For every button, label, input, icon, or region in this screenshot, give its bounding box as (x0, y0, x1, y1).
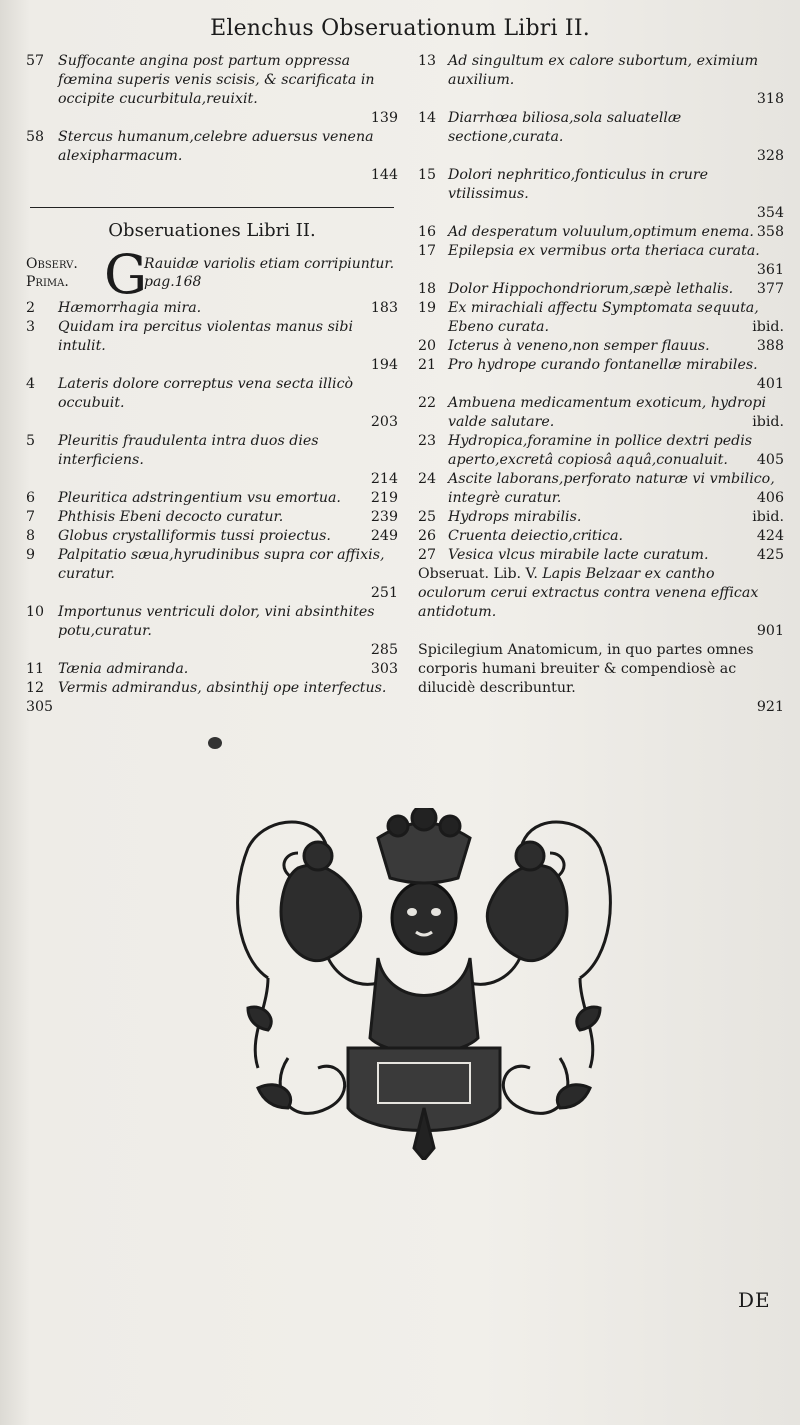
section-title: Obseruationes Libri II. (108, 220, 316, 241)
entry-text: Lateris dolore correptus vena secta illicò occubuit. (58, 376, 354, 411)
entry-text: Ad singultum ex calore subortum, eximium auxilium. (448, 53, 759, 88)
entry-text: Pro hydrope curando fontanellæ mirabiles. (448, 357, 758, 373)
list-item (418, 565, 784, 641)
entry-text: Pleuritica adstringentium vsu emortua. (58, 490, 341, 506)
list-item (418, 546, 784, 565)
entry-text: Ambuena medicamentum exoticum, hydropi valde salutare. (448, 395, 766, 430)
entry-page: ibid. (752, 509, 784, 525)
list-item (26, 546, 398, 603)
entry-text: Ex mirachiali affectu Symptomata sequuta, Ebeno curata. (448, 300, 759, 335)
list-item (26, 52, 398, 128)
ink-blot (208, 737, 222, 749)
entry-page: 251 (370, 585, 398, 601)
entry-text: Globus crystalliformis tussi proiectus. (58, 528, 331, 544)
entry-page: 139 (370, 110, 398, 126)
list-item (418, 470, 784, 508)
left-top-entries (26, 52, 398, 185)
left-entries (26, 299, 398, 717)
section-divider (30, 207, 394, 208)
left-column (26, 52, 398, 717)
list-item (418, 280, 784, 299)
entry-number: 23 (418, 433, 437, 449)
entry-text: Importunus ventriculi dolor, vini absinthites potu,curatur. (58, 604, 375, 639)
entry-text: Stercus humanum,celebre aduersus venena alexipharmacum. (58, 129, 374, 164)
entry-text: Ascite laborans,perforato naturæ vi vmbilico, integrè curatur. (448, 471, 775, 506)
entry-number: 3 (26, 319, 36, 335)
list-item (418, 508, 784, 527)
entry-number: 57 (26, 53, 45, 69)
entry-text: Rauidæ variolis etiam corripiuntur. (144, 256, 395, 272)
list-item (418, 337, 784, 356)
entry-number: 2 (26, 300, 36, 316)
right-column (418, 52, 784, 717)
entry-number: 24 (418, 471, 437, 487)
entry-page: 361 (756, 262, 784, 278)
entry-number: 4 (26, 376, 36, 392)
entry-page: 401 (756, 376, 784, 392)
entry-page: 354 (756, 205, 784, 221)
list-item (26, 527, 398, 546)
entry-number: 14 (418, 110, 437, 126)
entry-text: Suffocante angina post partum oppressa fœmina superis venis scisis, & scarificata in occipite cucurbitula,reuixit. (58, 53, 375, 107)
entry-text: Vesica vlcus mirabile lacte curatum. (448, 547, 709, 563)
entry-number: 9 (26, 547, 36, 563)
entry-number: 25 (418, 509, 437, 525)
entry-page: 183 (370, 300, 398, 316)
list-item (26, 128, 398, 185)
entry-page: pag.168 (144, 274, 202, 290)
entry-text: Pleuritis fraudulenta intra duos dies interficiens. (58, 433, 319, 468)
running-head: Elenchus Obseruationum Libri II. (210, 16, 590, 41)
entry-page: 219 (370, 490, 398, 506)
entry-page: 318 (756, 91, 784, 107)
entry-text: Icterus à veneno,non semper flauus. (448, 338, 710, 354)
entry-number: 11 (26, 661, 45, 677)
entry-number: 58 (26, 129, 45, 145)
entry-page: 358 (756, 224, 784, 240)
entry-text: Epilepsia ex vermibus orta theriaca curata. (448, 243, 760, 259)
entry-text: Hydrops mirabilis. (448, 509, 582, 525)
observation-label: Observ. Prima. (26, 256, 78, 290)
entry-page: 424 (756, 528, 784, 544)
list-item (418, 109, 784, 166)
list-item (418, 432, 784, 470)
entry-page: 144 (370, 167, 398, 183)
entry-page: 377 (756, 281, 784, 297)
entry-text: Hydropica,foramine in pollice dextri pedis aperto,excretâ copiosâ aquâ,conualuit. (448, 433, 753, 468)
entry-page: 405 (756, 452, 784, 468)
entry-page: 214 (370, 471, 398, 487)
entry-number: 17 (418, 243, 437, 259)
entry-page: ibid. (752, 319, 784, 335)
entry-text: Dolori nephritico,fonticulus in crure vtilissimus. (448, 167, 709, 202)
entry-text: Phthisis Ebeni decocto curatur. (58, 509, 284, 525)
entry-page: 328 (756, 148, 784, 164)
entry-number: 20 (418, 338, 437, 354)
catchword: DE (738, 1288, 771, 1312)
list-item (26, 375, 398, 432)
list-item (418, 223, 784, 242)
entry-number: 21 (418, 357, 437, 373)
entry-text: Spicilegium Anatomicum, in quo partes omnes corporis humani breuiter & compendiosè ac dilucidè describuntur. (418, 642, 754, 696)
right-entries (418, 52, 784, 565)
entry-text: Lapis Belzaar ex cantho oculorum cerui extractus contra venena efficax antidotum. (418, 566, 759, 620)
entry-page: 303 (370, 661, 398, 677)
entry-text: Cruenta deiectio,critica. (448, 528, 624, 544)
list-item (418, 166, 784, 223)
entry-page: 203 (370, 414, 398, 430)
entry-page: ibid. (752, 414, 784, 430)
first-observation (26, 243, 398, 306)
woodcut-ornament-icon (228, 808, 620, 1160)
right-roman-entries (418, 565, 784, 717)
entry-text: Tænia admiranda. (58, 661, 189, 677)
entry-number: 19 (418, 300, 437, 316)
entry-number: 22 (418, 395, 437, 411)
entry-text: Diarrhœa biliosa,sola saluatellæ sectione,curata. (448, 110, 682, 145)
list-item (26, 299, 398, 318)
entry-number: 15 (418, 167, 437, 183)
entry-text: Hæmorrhagia mira. (58, 300, 202, 316)
entry-page: 305 (26, 699, 54, 715)
entry-page: 921 (756, 699, 784, 715)
entry-number: 27 (418, 547, 437, 563)
list-item (26, 603, 398, 660)
entry-text: Vermis admirandus, absinthij ope interfectus. (58, 680, 387, 696)
entry-number: 6 (26, 490, 36, 506)
entry-page: 285 (370, 642, 398, 658)
entry-lead: Obseruat. Lib. V. (418, 566, 538, 582)
entry-text: Ad desperatum voluulum,optimum enema. (448, 224, 754, 240)
entry-page: 239 (370, 509, 398, 525)
list-item (26, 489, 398, 508)
entry-number: 5 (26, 433, 36, 449)
entry-number: 16 (418, 224, 437, 240)
list-item (418, 394, 784, 432)
entry-page: 249 (370, 528, 398, 544)
list-item (26, 318, 398, 375)
entry-number: 8 (26, 528, 36, 544)
entry-text: Palpitatio sæua,hyrudinibus supra cor affixis, curatur. (58, 547, 385, 582)
entry-number: 7 (26, 509, 36, 525)
entry-page: 194 (370, 357, 398, 373)
entry-number: 10 (26, 604, 45, 620)
list-item (418, 527, 784, 546)
list-item (418, 356, 784, 394)
list-item (26, 679, 398, 717)
list-item (26, 432, 398, 489)
entry-number: 18 (418, 281, 437, 297)
entry-page: 901 (756, 623, 784, 639)
entry-number: 12 (26, 680, 45, 696)
list-item (418, 299, 784, 337)
entry-text: Dolor Hippochondriorum,sæpè lethalis. (448, 281, 734, 297)
entry-number: 26 (418, 528, 437, 544)
list-item (418, 242, 784, 280)
entry-page: 406 (756, 490, 784, 506)
list-item (418, 52, 784, 109)
list-item (418, 641, 784, 717)
drop-capital: G (104, 243, 148, 306)
list-item (26, 660, 398, 679)
entry-page: 388 (756, 338, 784, 354)
entry-number: 13 (418, 53, 437, 69)
entry-page: 425 (756, 547, 784, 563)
list-item (26, 508, 398, 527)
entry-text: Quidam ira percitus violentas manus sibi intulit. (58, 319, 354, 354)
